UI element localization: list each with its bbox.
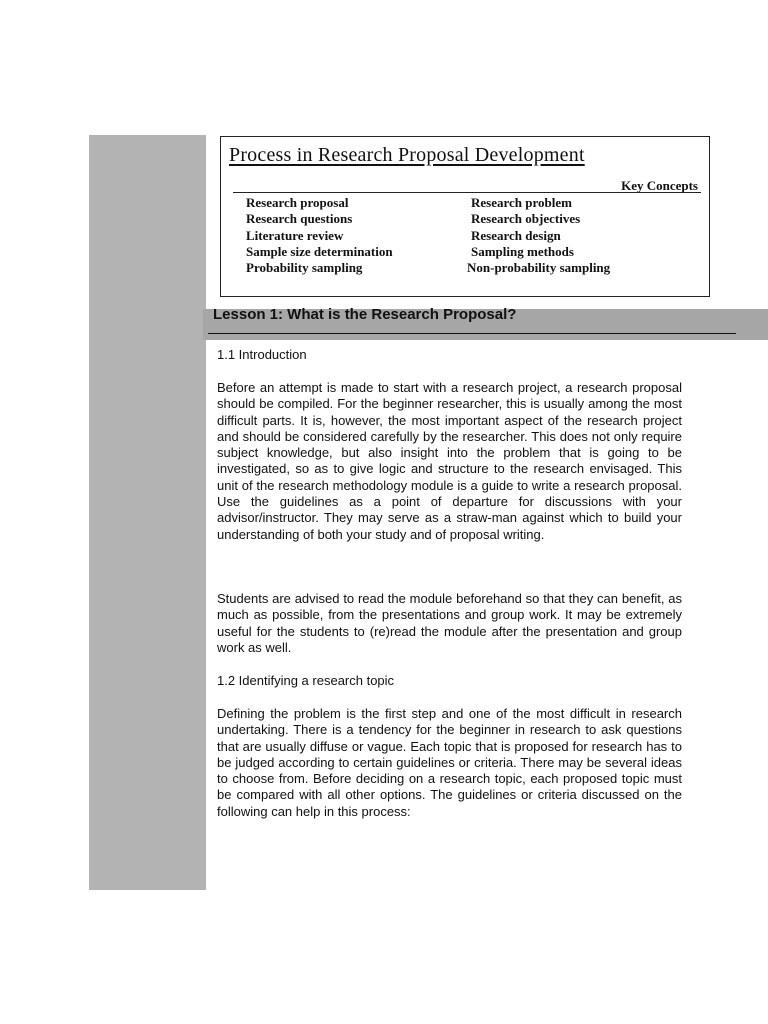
concept-item: Probability sampling (246, 260, 363, 276)
concept-item: Sample size determination (246, 243, 393, 259)
key-concepts-label: Key Concepts (621, 178, 698, 193)
concepts-right-list (467, 195, 611, 276)
topic-paragraph-1: Defining the problem is the first step and one of the most difficult in research undertaking. There is a tendency for the beginner in research to ask questions that are usually diffuse or vague. Each topic that is proposed for research has to be judged according to certain guidelines or criteria. There may be several ideas to choose from. Before deciding on a research topic, each proposed topic must be compared with all other options. The guidelines or criteria discussed on the following can help in this process: (217, 706, 682, 819)
key-concepts-rule (233, 192, 701, 193)
intro-paragraph-1: Before an attempt is made to start with a research project, a research proposal should be compiled. For the beginner researcher, this is usually among the most difficult parts. It is, however, the most important aspect of the research project and should be considered carefully by the researcher. This does not only require subject knowledge, but also insight into the problem that is going to be investigated, so as to give logic and structure to the research envisaged. This unit of the research methodology module is a guide to write a research proposal. Use the guidelines as a point of departure for discussions with your advisor/instructor. They may serve as a straw-man against which to build your understanding of both your study and of proposal writing. (217, 380, 682, 542)
lesson-title: Lesson 1: What is the Research Proposal? (213, 306, 517, 323)
concept-item: Research questions (246, 211, 353, 227)
concept-item: Non-probability sampling (467, 260, 611, 276)
margin-band (89, 135, 206, 890)
concept-item: Research proposal (246, 195, 349, 210)
concept-item: Sampling methods (471, 243, 574, 259)
concepts-left-list (246, 195, 393, 276)
concept-item: Literature review (246, 227, 344, 243)
topic-heading: 1.2 Identifying a research topic (217, 673, 395, 688)
concept-item: Research problem (471, 195, 572, 210)
intro-heading: 1.1 Introduction (217, 347, 307, 362)
lesson-underline (208, 333, 736, 334)
key-concepts-box (220, 136, 710, 297)
box-title: Process in Research Proposal Development (229, 144, 585, 166)
concept-item: Research design (471, 227, 561, 243)
intro-paragraph-2: Students are advised to read the module beforehand so that they can benefit, as much as possible, from the presentations and group work. It may be extremely useful for the students to (re)read the module after the presentation and group work as well. (217, 591, 682, 655)
concept-item: Research objectives (471, 211, 581, 227)
